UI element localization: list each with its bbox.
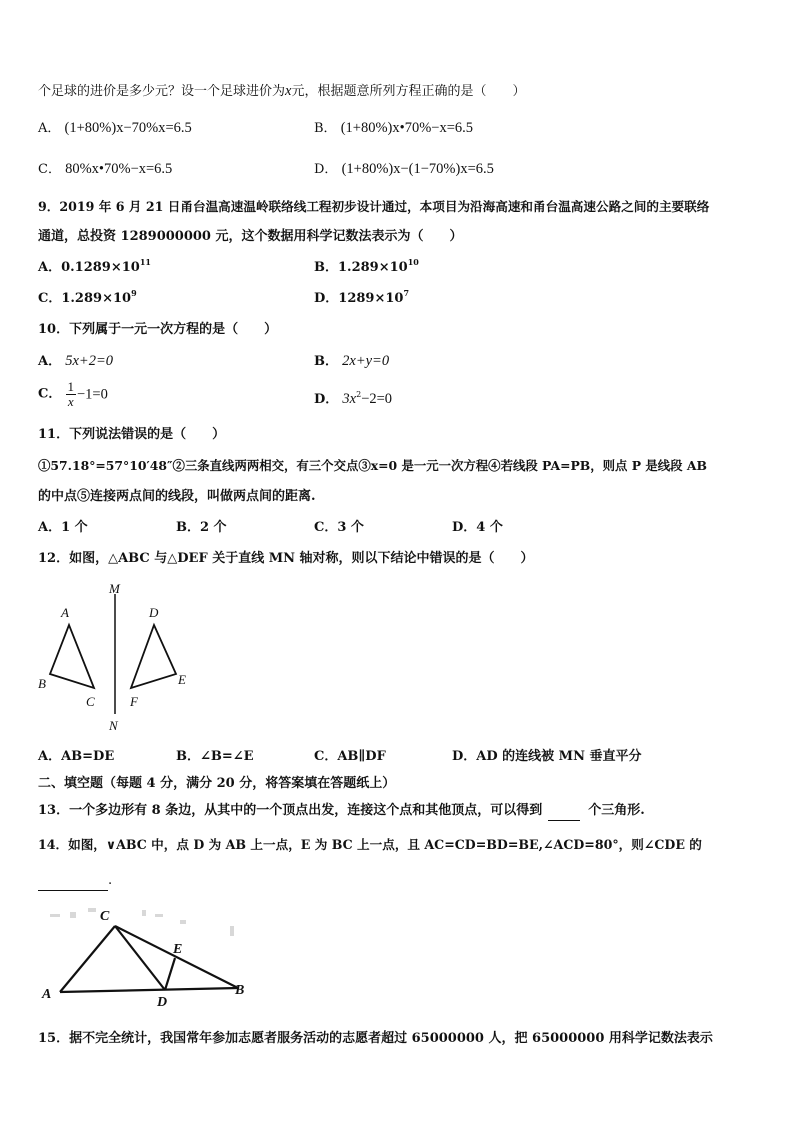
q11-statements-line2: 的中点⑤连接两点间的线段，叫做两点间的距离. <box>38 489 316 504</box>
q11-option-d[interactable]: D．4 个 <box>452 520 503 535</box>
q12-option-d[interactable]: D．AD 的连线被 MN 垂直平分 <box>452 749 642 764</box>
q14-answer-line[interactable]: . <box>38 872 112 891</box>
q13-answer-blank[interactable] <box>548 802 580 821</box>
section-fill-in-title: 二、填空题（每题 4 分，满分 20 分，将答案填在答题纸上） <box>38 776 396 791</box>
q12-stem: 12．如图，△ABC 与△DEF 关于直线 MN 轴对称，则以下结论中错误的是（ ） <box>38 551 534 566</box>
label-c: C <box>86 694 95 709</box>
q11-option-a[interactable]: A．1 个 <box>38 520 88 535</box>
q14-triangle-figure <box>30 900 270 1010</box>
label-d: D <box>149 605 159 620</box>
label-b: B <box>235 983 245 998</box>
q9-stem-line2: 通道，总投资 1289000000 元，这个数据用科学记数法表示为（ ） <box>38 229 463 244</box>
q8-option-c[interactable]: C． 80%x•70%−x=6.5 <box>38 161 173 177</box>
fraction-1-over-x: $\frac{1}{x}$ <box>67 379 74 409</box>
q8-option-d[interactable]: D． (1+80%)x−(1−70%)x=6.5 <box>314 161 494 177</box>
label-d: D <box>157 995 168 1010</box>
label-n: N <box>109 718 118 733</box>
label-b: B <box>38 676 46 691</box>
triangle-abc <box>50 625 94 688</box>
q8-stem: 个足球的进价是多少元？设一个足球进价为x元，根据题意所列方程正确的是（ ） <box>38 83 526 99</box>
q10-stem: 10．下列属于一元一次方程的是（ ） <box>38 322 278 337</box>
q9-option-c[interactable]: C．$1.289\times 10^9$ <box>38 288 137 306</box>
label-f: F <box>130 694 138 709</box>
q8-option-b[interactable]: B． (1+80%)x•70%−x=6.5 <box>314 120 474 136</box>
q9-option-b[interactable]: B．$1.289\times 10^{10}$ <box>314 257 419 275</box>
q9-option-a[interactable]: A．$0.1289\times 10^{11}$ <box>38 257 151 275</box>
q12-option-b[interactable]: B．∠B=∠E <box>176 749 254 764</box>
q14-answer-blank[interactable] <box>38 872 108 891</box>
q9-option-d[interactable]: D．$1289\times 10^7$ <box>314 288 410 306</box>
triangle-def <box>131 625 176 688</box>
q11-option-c[interactable]: C．3 个 <box>314 520 364 535</box>
label-c: C <box>100 909 110 924</box>
label-a: A <box>61 605 69 620</box>
q8-option-a[interactable]: A． (1+80%)x−70%x=6.5 <box>38 120 192 136</box>
label-e: E <box>178 672 186 687</box>
scan-noise <box>50 908 234 936</box>
q10-option-c[interactable]: C． $\frac{1}{x}$ −1=0 <box>38 379 108 409</box>
q10-option-b[interactable]: B． 2x+y=0 <box>314 353 390 369</box>
q15-stem: 15．据不完全统计，我国常年参加志愿者服务活动的志愿者超过 65000000 人，把 65000000 用科学记数法表示 <box>38 1031 713 1046</box>
label-e: E <box>173 942 183 957</box>
label-m: M <box>109 581 120 596</box>
label-a: A <box>42 987 52 1002</box>
q9-stem-line1: 9．2019 年 6 月 21 日甬台温高速温岭联络线工程初步设计通过，本项目为沿海高速和甬台温高速公路之间的主要联络 <box>38 199 710 214</box>
q11-statements-line1: ①57.18°=57°10′48″②三条直线两两相交，有三个交点③x=0 是一元一次方程④若线段 PA=PB，则点 P 是线段 AB <box>38 458 707 473</box>
q12-symmetry-figure <box>30 578 210 738</box>
q12-option-c[interactable]: C．AB∥DF <box>314 749 386 764</box>
q13-stem: 13．一个多边形有 8 条边，从其中的一个顶点出发，连接这个点和其他顶点，可以得到 个三角形. <box>38 802 645 821</box>
q11-stem: 11．下列说法错误的是（ ） <box>38 427 226 442</box>
q10-option-d[interactable]: D． $3x^2-2=0$ <box>314 390 393 407</box>
q11-option-b[interactable]: B．2 个 <box>176 520 227 535</box>
q12-option-a[interactable]: A．AB=DE <box>38 749 115 764</box>
q14-stem: 14．如图，∨ABC 中，点 D 为 AB 上一点，E 为 BC 上一点，且 AC=CD=BD=BE,∠ACD=80°，则∠CDE 的 <box>38 837 702 852</box>
q10-option-a[interactable]: A． 5x+2=0 <box>38 353 113 369</box>
